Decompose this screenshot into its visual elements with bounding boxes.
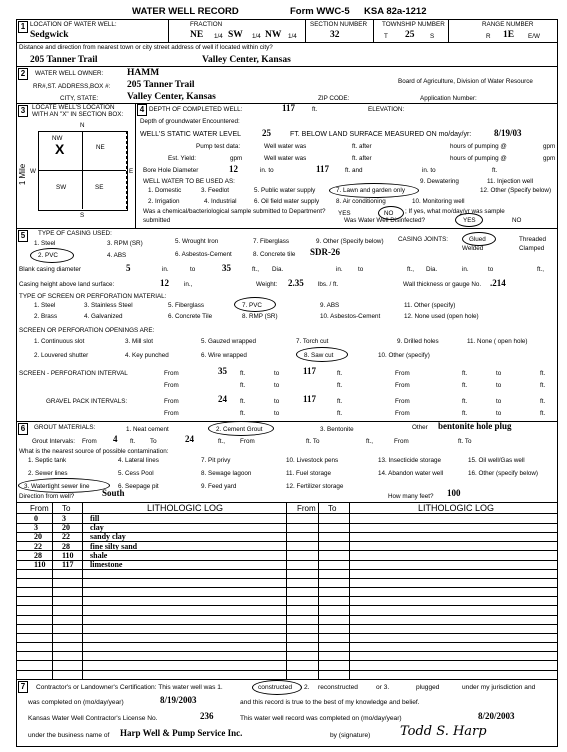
application-label: Application Number:	[420, 95, 477, 102]
city-state-value[interactable]: Valley Center, Kansas	[127, 92, 216, 102]
joints-glued[interactable]: Glued	[469, 236, 486, 243]
grout-to-value[interactable]: 24	[185, 434, 194, 444]
section-7-number: 7	[18, 681, 28, 693]
section-1-number: 1	[18, 21, 28, 33]
use-lawn-garden-circle	[329, 183, 419, 198]
static-level-value[interactable]: 25	[262, 128, 271, 138]
direction-value[interactable]: South	[102, 488, 125, 498]
cert-constructed[interactable]: constructed	[258, 684, 293, 691]
log-from-cell[interactable]: 28	[34, 550, 42, 560]
blank-to-value[interactable]: 35	[222, 263, 231, 273]
log-title-right: LITHOLOGIC LOG	[418, 503, 495, 513]
section-6-number: 6	[18, 423, 28, 435]
section-5-number: 5	[18, 230, 28, 242]
feet-value[interactable]: 100	[447, 488, 461, 498]
log-description-cell[interactable]: clay	[90, 523, 104, 533]
log-to-cell[interactable]: 110	[62, 550, 74, 560]
rr-label: RR#,ST. ADDRESS,BOX #:	[33, 83, 111, 90]
location-x-mark: X	[55, 141, 65, 157]
depth-value[interactable]: 117	[282, 103, 296, 113]
rr-value[interactable]: 205 Tanner Trail	[127, 80, 195, 90]
log-description-cell[interactable]: fine silty sand	[90, 541, 138, 551]
section-4-number: 4	[137, 104, 147, 116]
grout-cement[interactable]: 2. Cement Grout	[216, 426, 263, 433]
grout-from-value[interactable]: 4	[113, 434, 118, 444]
log-to-cell[interactable]: 20	[62, 523, 70, 533]
form-number: Form WWC-5	[290, 6, 350, 17]
log-from-cell[interactable]: 20	[34, 532, 42, 542]
fraction-2[interactable]: SW	[228, 30, 243, 40]
record-date[interactable]: 8/20/2003	[478, 711, 515, 721]
license-value[interactable]: 236	[200, 711, 214, 721]
completed-date[interactable]: 8/19/2003	[160, 695, 197, 705]
log-to-cell[interactable]: 3	[62, 514, 66, 523]
casing-height-value[interactable]: 12	[160, 278, 169, 288]
log-description-cell[interactable]: limestone	[90, 559, 123, 569]
signature[interactable]: Todd S. Harp	[400, 724, 487, 739]
log-to-cell[interactable]: 22	[62, 532, 70, 542]
log-to-cell[interactable]: 28	[62, 541, 70, 551]
range-number[interactable]: 1E	[503, 30, 515, 40]
distance-label: Distance and direction from nearest town or city street address of well if located within city?	[19, 44, 273, 51]
gravel-to-value[interactable]: 117	[303, 394, 317, 404]
fraction-1[interactable]: NE	[190, 30, 204, 40]
log-from-cell[interactable]: 3	[34, 523, 38, 533]
section-2-number: 2	[18, 68, 28, 80]
board-label: Board of Agriculture, Division of Water Resource	[398, 78, 533, 85]
bore-diameter-value[interactable]: 12	[229, 164, 238, 174]
fraction-3[interactable]: NW	[265, 30, 282, 40]
owner-value[interactable]: HAMM	[127, 68, 160, 78]
log-description-cell[interactable]: sandy clay	[90, 532, 126, 542]
county-value[interactable]: Sedgwick	[30, 30, 69, 40]
business-name[interactable]: Harp Well & Pump Service Inc.	[120, 728, 243, 738]
section-number-label: SECTION NUMBER	[310, 21, 368, 28]
section-3-number: 3	[18, 105, 28, 117]
blank-diameter-value[interactable]: 5	[126, 263, 131, 273]
address-value[interactable]: 205 Tanner Trail	[30, 55, 98, 65]
log-title-left: LITHOLOGIC LOG	[147, 503, 224, 513]
casing-pvc[interactable]: 2. PVC	[38, 252, 58, 259]
log-description-cell[interactable]: fill	[90, 514, 100, 523]
disinfected-yes[interactable]: YES	[463, 217, 476, 224]
city-state-label: CITY, STATE:	[60, 95, 99, 102]
screen-from-value[interactable]: 35	[218, 366, 227, 376]
use-lawn-garden[interactable]: 7. Lawn and garden only	[336, 187, 405, 194]
log-to-cell[interactable]: 117	[62, 559, 74, 569]
form-title: WATER WELL RECORD	[132, 6, 239, 17]
bore-to-value[interactable]: 117	[316, 164, 330, 174]
ksa-number: KSA 82a-1212	[364, 6, 427, 17]
static-date-value[interactable]: 8/19/03	[494, 128, 522, 138]
opening-saw-cut[interactable]: 8. Saw cut	[304, 352, 334, 359]
screen-pvc[interactable]: 7. PVC	[242, 302, 262, 309]
log-from-cell[interactable]: 0	[34, 514, 38, 523]
city-value[interactable]: Valley Center, Kansas	[202, 55, 291, 65]
range-label: RANGE NUMBER	[482, 21, 534, 28]
contam-sewer-line[interactable]: 3. Watertight sewer line	[24, 483, 90, 490]
township-label: TOWNSHIP NUMBER	[382, 21, 445, 28]
gravel-from-value[interactable]: 24	[218, 394, 227, 404]
fraction-label: FRACTION	[190, 21, 223, 28]
grout-other-value[interactable]: bentonite hole plug	[438, 421, 512, 431]
wall-thickness-value[interactable]: .214	[490, 278, 506, 288]
zip-label: ZIP CODE:	[318, 95, 350, 102]
owner-label: WATER WELL OWNER:	[35, 70, 104, 77]
township-number[interactable]: 25	[405, 30, 415, 40]
section-number[interactable]: 32	[330, 30, 340, 40]
screen-to-value[interactable]: 117	[303, 366, 317, 376]
casing-other-value[interactable]: SDR-26	[310, 247, 341, 257]
log-from-cell[interactable]: 110	[34, 559, 46, 569]
log-from-cell[interactable]: 22	[34, 541, 42, 551]
location-label: LOCATION OF WATER WELL:	[30, 21, 117, 28]
weight-value[interactable]: 2.35	[288, 278, 304, 288]
mile-label: 1 Mile	[18, 163, 28, 186]
log-description-cell[interactable]: shale	[90, 550, 108, 560]
chem-no[interactable]: NO	[384, 210, 394, 217]
